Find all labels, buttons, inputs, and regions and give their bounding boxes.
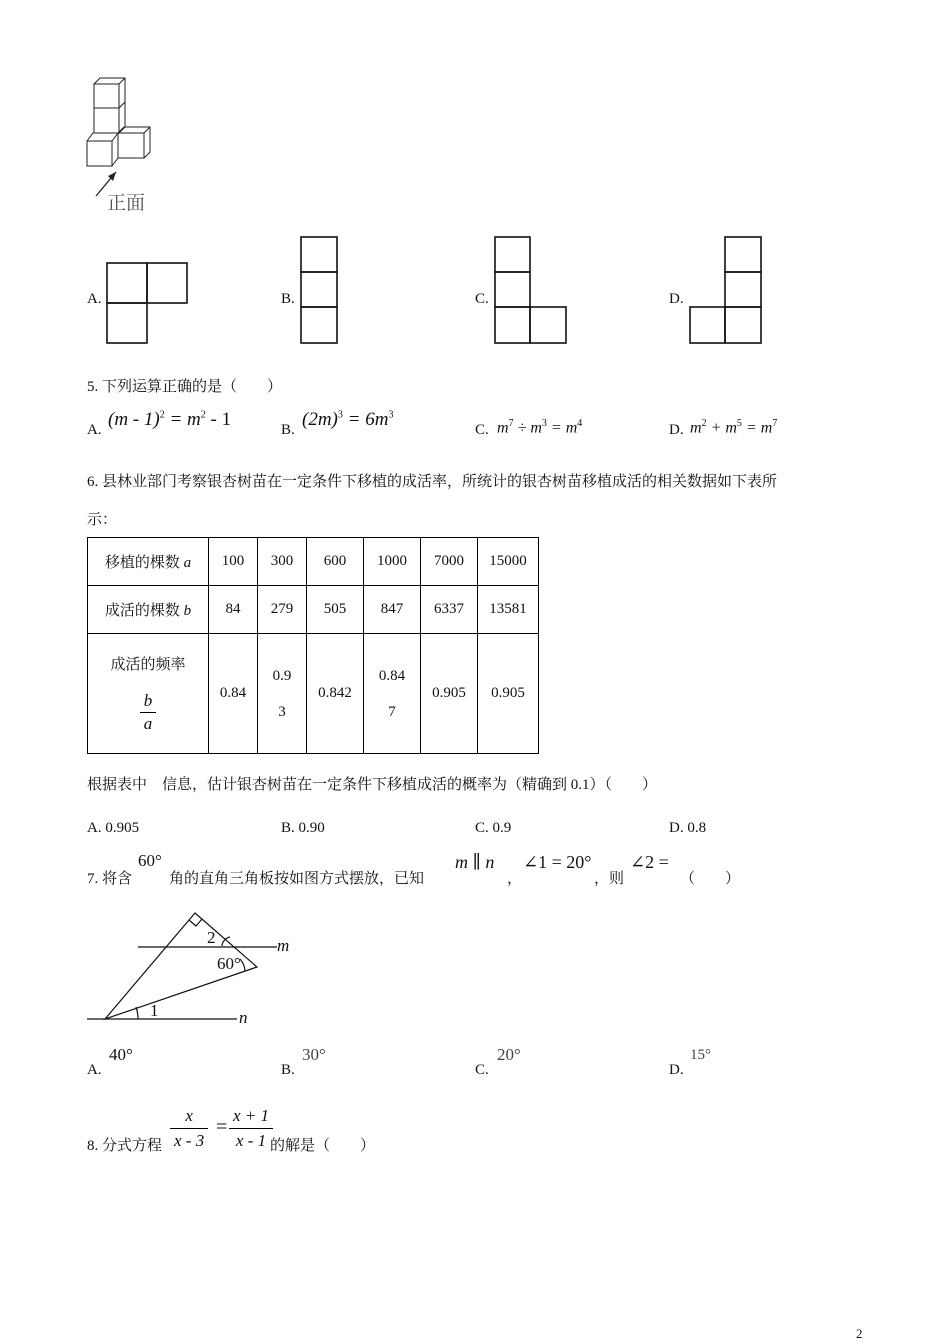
q5-option-a-expr: $(m - 1)^2 = m^2 - 1$ [108,409,232,430]
table-cell: 100 [209,538,258,586]
table-cell: 0.905 [478,634,539,754]
figure-label-n: n [239,1008,248,1027]
table-row-label: 移植的棵数 a [88,538,209,586]
q5-option-d-letter: D. [669,422,684,438]
q4-option-a-letter: A. [87,291,102,307]
frequency-table [87,537,539,754]
frequency-fraction: $\frac{b}{a}$ [140,690,157,735]
table-row [88,538,539,586]
q4-option-b-figure [300,236,338,344]
q7-angle-60: 60° [138,851,162,870]
q6-stem-line2: 示： [87,512,118,528]
table-cell: 0.847 [364,634,421,754]
q7-option-b-letter: B. [281,1062,295,1078]
table-cell: 15000 [478,538,539,586]
q4-option-c-letter: C. [475,291,489,307]
figure-label-m: m [277,936,290,955]
q8-equals: = [216,1116,228,1138]
figure-label-60: 60° [217,954,241,973]
q7-option-d-letter: D. [669,1062,684,1078]
table-cell: 0.93 [258,634,307,754]
q4-option-a-figure [106,262,188,344]
q5-option-b-letter: B. [281,422,295,438]
q5-stem: 5. 下列运算正确的是（ ） [87,379,283,395]
table-cell: 13581 [478,586,539,634]
q6-option-c: C. 0.9 [475,820,512,836]
table-cell: 84 [209,586,258,634]
q8-fraction-right: $\frac{x + 1}{x - 1}$ [229,1104,273,1153]
table-cell: 505 [307,586,364,634]
table-cell: 6337 [421,586,478,634]
table-cell: 0.905 [421,634,478,754]
table-cell: 0.842 [307,634,364,754]
table-cell: 279 [258,586,307,634]
table-row [88,586,539,634]
table-cell: 847 [364,586,421,634]
q6-option-a: A. 0.905 [87,820,140,836]
q6-option-b: B. 0.90 [281,820,325,836]
q7-stem-start: 7. 将含 [87,871,133,887]
q4-option-b-letter: B. [281,291,295,307]
q7-option-a-value: 40° [109,1045,133,1064]
table-row-label: 成活的频率 $\frac{b}{a}$ [88,634,209,754]
page-number: 2 [856,1326,863,1341]
q7-stem-middle: 角的直角三角板按如图方式摆放，已知 [169,871,425,887]
q8-stem-start: 8. 分式方程 [87,1138,163,1154]
figure-label-2: 2 [207,928,216,947]
q7-option-c-value: 20° [497,1045,521,1064]
q7-stem-end: ，则 [594,871,625,887]
table-cell: 600 [307,538,364,586]
front-label: 正面 [107,193,146,214]
q6-stem-line1: 6. 县林业部门考察银杏树苗在一定条件下移植的成活率，所统计的银杏树苗移植成活的相关数据如下表所 [87,474,778,490]
triangle-parallel-lines-figure [85,905,295,1030]
q5-option-d-expr: $m^2 + m^5 = m^7$ [690,418,778,437]
q7-angle-1: ∠1 = 20° [523,852,592,872]
table-row-label: 成活的棵数 b [88,586,209,634]
q7-comma: ， [507,871,523,887]
q8-stem-end: 的解是（ ） [270,1138,376,1154]
figure-label-1: 1 [150,1001,159,1020]
q8-fraction-left: $\frac{x}{x - 3}$ [170,1104,208,1153]
table-cell: 1000 [364,538,421,586]
q4-option-c-figure [494,236,568,344]
table-cell: 7000 [421,538,478,586]
q5-option-c-letter: C. [475,422,489,438]
q7-option-a-letter: A. [87,1062,102,1078]
q6-option-d: D. 0.8 [669,820,707,836]
q7-parallel: m ∥ n [455,852,495,872]
q7-option-c-letter: C. [475,1062,489,1078]
table-row [88,634,539,754]
q6-question: 根据表中 信息，估计银杏树苗在一定条件下移植成活的概率为（精确到 0.1）（ ） [87,777,658,793]
table-cell: 300 [258,538,307,586]
q4-option-d-figure [689,236,763,344]
q5-option-c-expr: $m^7 \div m^3 = m^4$ [497,418,583,437]
table-cell: 0.84 [209,634,258,754]
q7-option-d-value: 15° [690,1047,711,1063]
q7-option-b-value: 30° [302,1045,326,1064]
q7-angle-2: ∠2 = [630,852,669,872]
q7-blank: （ ） [680,871,741,887]
q5-option-a-letter: A. [87,422,102,438]
q4-option-d-letter: D. [669,291,684,307]
q5-option-b-expr: $(2m)^3 = 6m^3$ [302,409,394,430]
